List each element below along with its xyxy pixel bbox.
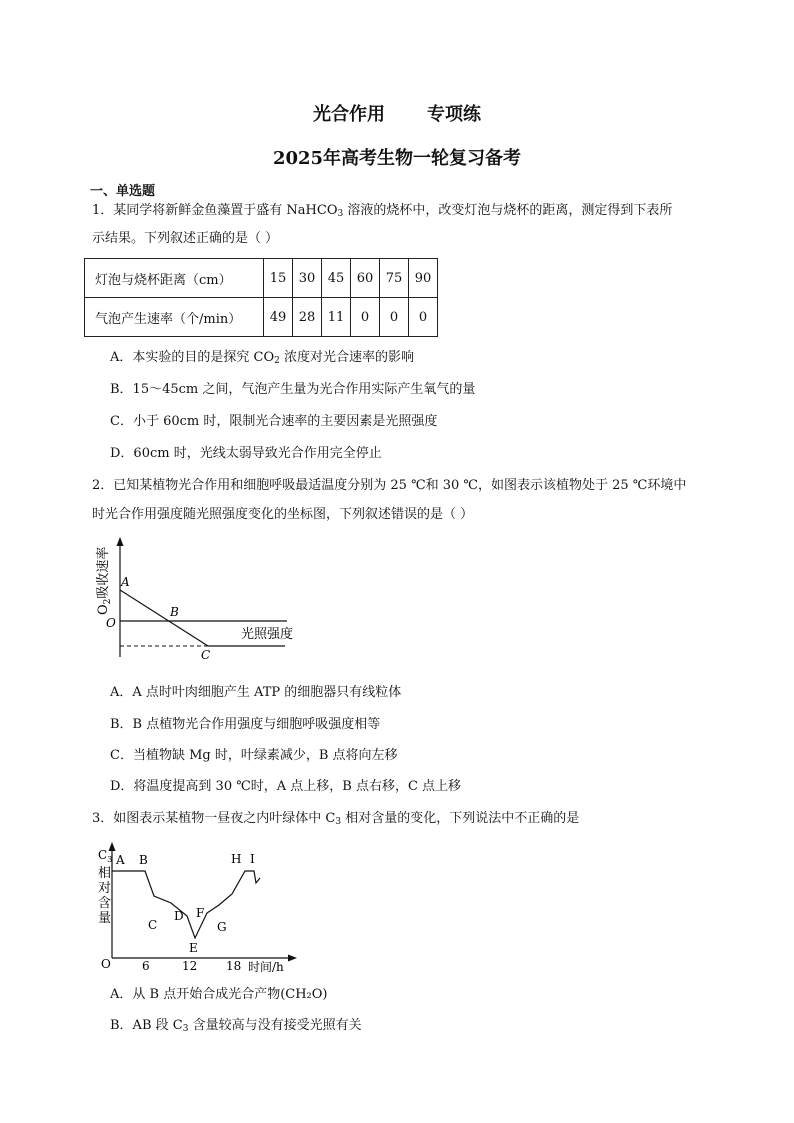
point-label: D [174,909,184,923]
table-row [85,259,438,298]
table-cell: 0 [351,298,380,337]
q3-option-b[interactable]: B．AB 段 $C_3$ 含量较高与没有接受光照有关 [110,1018,362,1034]
y-axis-label-char: 对 [98,881,112,896]
q2-stem-line1: 2．已知某植物光合作用和细胞呼吸最适温度分别为 25 ℃和 30 ℃，如图表示该植物处于 25 ℃环境中 [92,478,687,493]
table-cell: 49 [264,298,293,337]
x-tick-label: 18 [226,959,242,973]
x-tick-label: 6 [142,959,150,973]
q1-option-c[interactable]: C．小于 60cm 时，限制光合速率的主要因素是光照强度 [110,414,438,429]
point-label: F [196,906,205,920]
q1-option-b[interactable]: B．15～45cm 之间，气泡产生量为光合作用实际产生氧气的量 [110,382,476,397]
q2-option-d[interactable]: D．将温度提高到 30 ℃时，A 点上移，B 点右移，C 点上移 [110,779,462,794]
x-axis-label: 光照强度 [241,627,294,642]
y-axis-label-char: 相 [98,866,112,881]
table-row [85,298,438,337]
y-axis-label: $O_2$吸收速率 [96,546,113,615]
table-cell: 90 [409,259,438,298]
q1-option-a[interactable]: A．本实验的目的是探究 $CO_2$ 浓度对光合速率的影响 [110,350,415,366]
y-axis-label-c3: $C_3$ [98,848,113,864]
table-cell: 45 [322,259,351,298]
point-label-a: A [121,575,130,589]
table-cell: 60 [351,259,380,298]
q2-option-a[interactable]: A．A 点时叶肉细胞产生 ATP 的细胞器只有线粒体 [110,685,402,700]
q1-option-d[interactable]: D．60cm 时，光线太弱导致光合作用完全停止 [110,446,382,461]
table-cell: 0 [380,298,409,337]
page-subtitle: 2025年高考生物一轮复习备考 [272,148,522,169]
table-row-header: 灯泡与烧杯距离（cm） [85,259,264,298]
origin-label: O [101,957,111,971]
origin-label: O [106,616,116,630]
section-heading: 一、单选题 [90,184,156,199]
q3-figure [92,840,302,975]
q3-stem: 3．如图表示某植物一昼夜之内叶绿体中 $C_3$ 相对含量的变化，下列说法中不正确的是 [92,811,580,827]
y-axis-label-char: 含 [98,896,112,911]
point-label: C [148,918,158,932]
q3-option-a[interactable]: A．从 B 点开始合成光合产物(CH₂O) [110,987,328,1002]
point-label-c: C [201,648,211,662]
q2-option-b[interactable]: B．B 点植物光合作用强度与细胞呼吸强度相等 [110,717,381,732]
table-cell: 75 [380,259,409,298]
table-row-header: 气泡产生速率（个/min） [85,298,264,337]
q1-data-table [84,258,438,337]
y-axis-label-char: 量 [98,911,112,926]
q2-figure [95,535,315,660]
q1-stem-line2: 示结果。下列叙述正确的是（ ） [92,231,279,246]
x-axis-label: 时间/h [248,960,284,974]
table-cell: 28 [293,298,322,337]
table-cell: 30 [293,259,322,298]
table-cell: 15 [264,259,293,298]
q1-stem-line1: 1．某同学将新鲜金鱼藻置于盛有 NaHCO$_3$ 溶液的烧杯中，改变灯泡与烧杯的距离，测定得到下表所 [92,203,673,219]
point-label: I [250,852,255,866]
q2-stem-line2: 时光合作用强度随光照强度变化的坐标图，下列叙述错误的是（ ） [92,507,474,522]
table-cell: 11 [322,298,351,337]
point-label: G [217,920,227,934]
point-label: H [231,852,242,866]
point-label: E [189,941,198,955]
point-label: B [139,853,148,867]
x-tick-label: 12 [182,959,198,973]
table-cell: 0 [409,298,438,337]
q2-option-c[interactable]: C．当植物缺 Mg 时，叶绿素减少，B 点将向左移 [110,748,398,763]
point-label-b: B [170,605,179,619]
page-title: 光合作用 专项练 [313,104,481,125]
point-label: A [116,853,125,867]
